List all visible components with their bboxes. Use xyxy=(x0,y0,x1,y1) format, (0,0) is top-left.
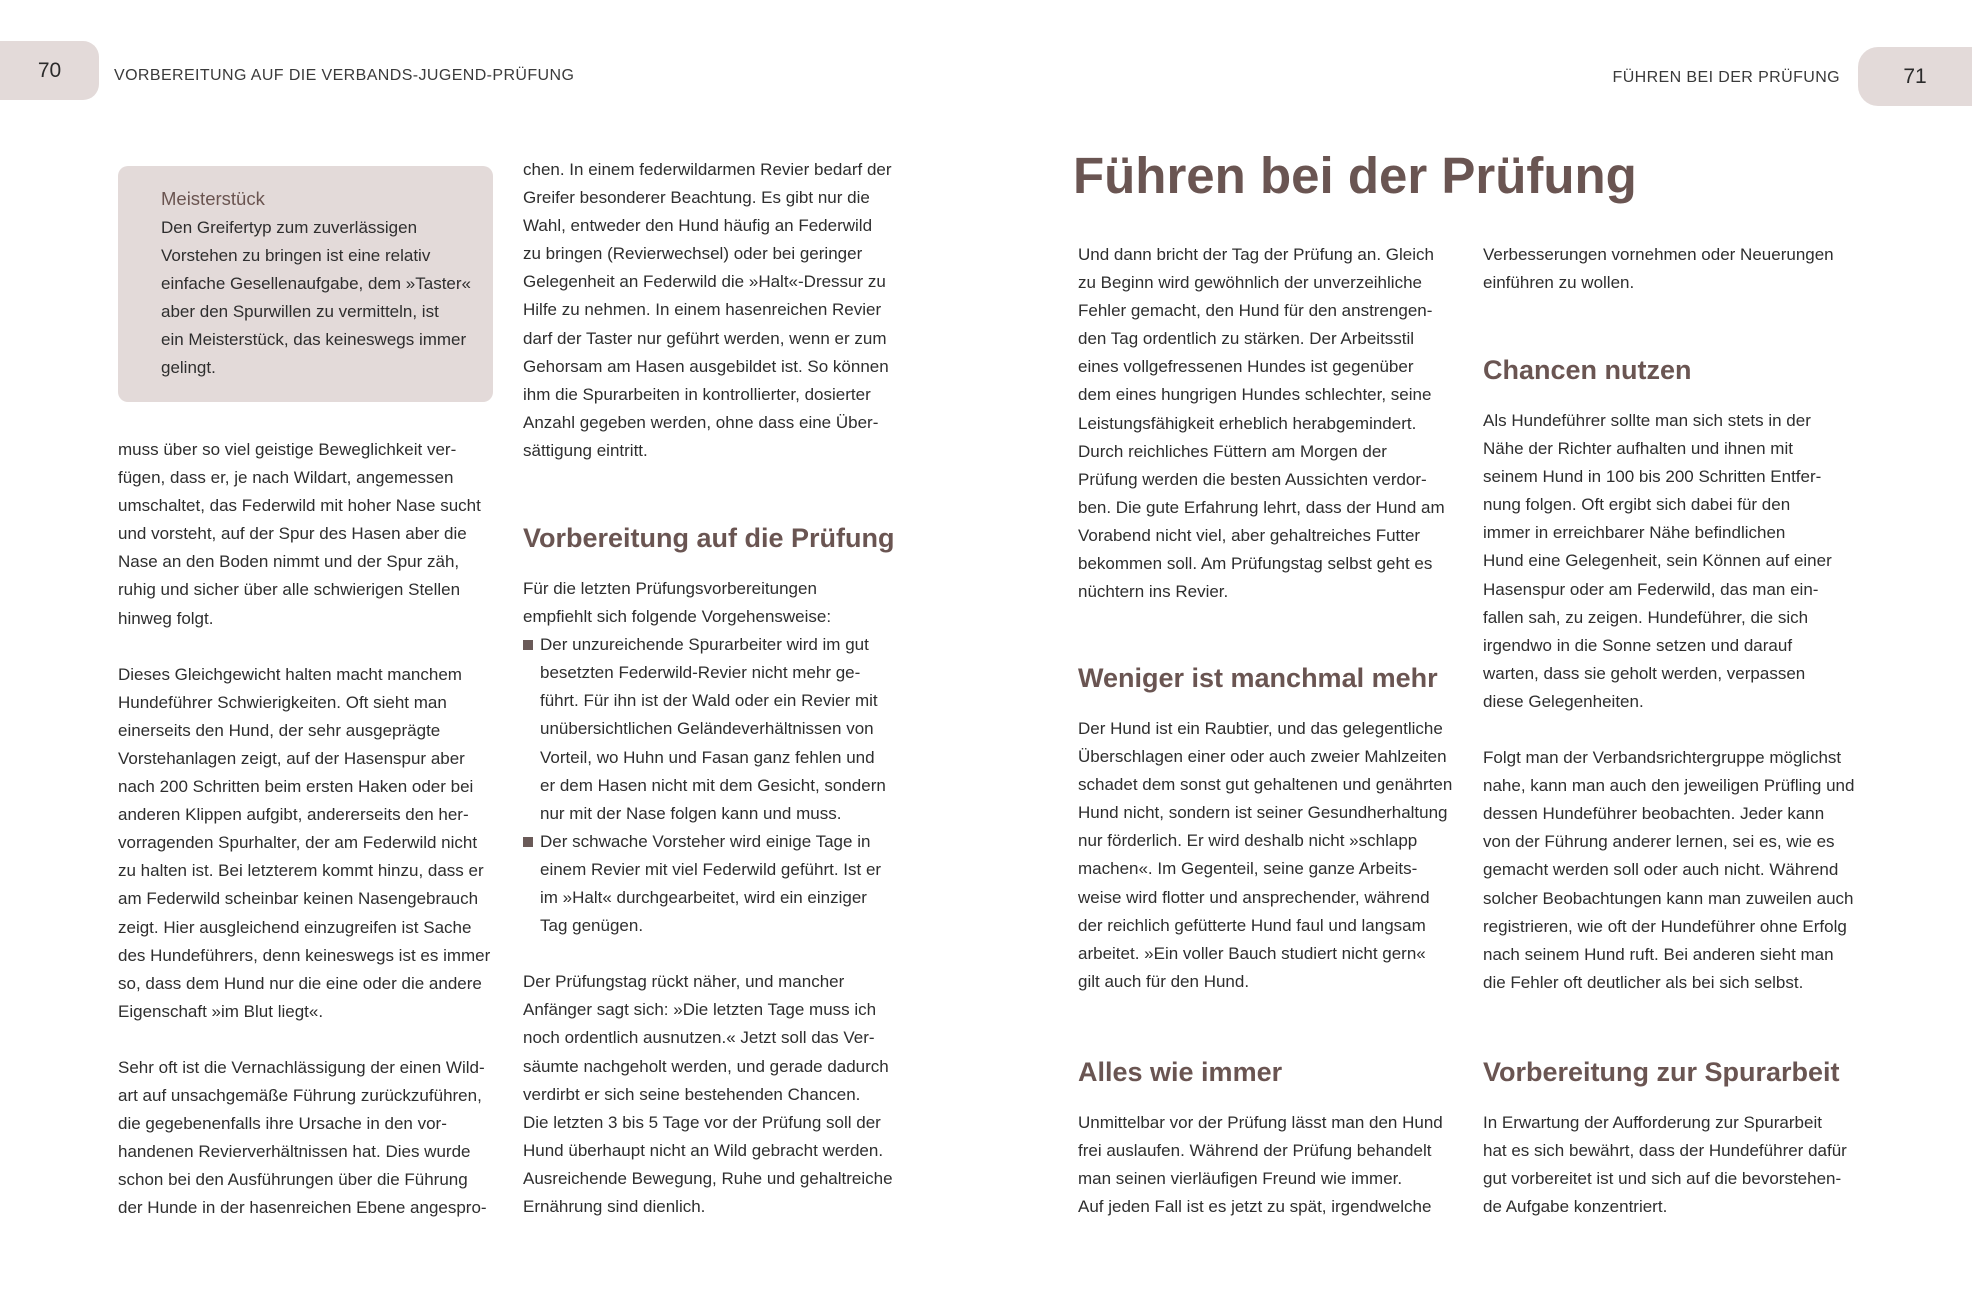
section-weniger xyxy=(1078,661,1456,996)
section-spurarbeit xyxy=(1483,1055,1861,1221)
meisterstueck-boxout xyxy=(118,166,493,402)
bullet-item xyxy=(523,631,901,828)
section-heading-alles: Alles wie immer xyxy=(1078,1057,1283,1087)
bullet-text: Der schwache Vorsteher wird einige Tage in einem Revier mit viel Federwild geführt. Ist er im »Halt« durchgearbeitet, wird ein einziger Tag genügen. xyxy=(540,831,882,936)
left-column-1 xyxy=(118,436,496,1222)
chapter-title: Führen bei der Prüfung xyxy=(1073,147,1637,204)
body-paragraph: Dieses Gleichgewicht halten macht manchem Hundeführer Schwierigkeiten. Oft sieht man einerseits den Hund, der sehr ausgeprägte Vorstehanlagen zeigt, auf der Hasenspur aber nach 200 Schritten beim ersten Haken oder bei anderen Klippen aufgibt, andererseits den her- vorragenden Spurhalter, der am Federwild nicht zu halten ist. Bei letzterem kommt hinzu, dass er am Federwild scheinbar keinen Nasengebrauch zeigt. Hier ausgleichend einzugreifen ist Sache des Hundeführers, denn keineswegs ist es immer so, dass dem Hund nur die eine oder die andere Eigenschaft »im Blut liegt«. xyxy=(118,664,491,1021)
section-heading-spurarbeit: Vorbereitung zur Spurarbeit xyxy=(1483,1057,1840,1087)
body-paragraph: Für die letzten Prüfungsvorbereitungen empfiehlt sich folgende Vorgehensweise: xyxy=(523,579,832,627)
body-paragraph: muss über so viel geistige Beweglichkeit ver- fügen, dass er, je nach Wildart, angemessen umschaltet, das Federwild mit hoher Nase sucht und vorsteht, auf der Spur des Hasen aber die Nase an den Boden nimmt und der Spur zäh, ruhig und sicher über alle schwierigen Stellen hinweg folgt. xyxy=(118,440,481,628)
boxout-text: Den Greifertyp zum zuverlässigen Vorstehen zu bringen ist eine relativ einfache Gesellenaufgabe, dem »Taster« aber den Spurwillen zu vermitteln, ist ein Meisterstück, das keineswegs immer gelingt. xyxy=(161,218,471,377)
body-paragraph: Der Prüfungstag rückt näher, und mancher Anfänger sagt sich: »Die letzten Tage muss ich noch ordentlich ausnutzen.« Jetzt soll das Ver- säumte nachgeholt werden, und gerade dadurch verdirbt er sich seine bestehenden Chancen. Die letzten 3 bis 5 Tage vor der Prüfung soll der Hund überhaupt nicht an Wild gebracht werden. Ausreichende Bewegung, Ruhe und gehaltreiche Ernährung sind dienlich. xyxy=(523,972,893,1216)
body-paragraph: Als Hundeführer sollte man sich stets in der Nähe der Richter aufhalten und ihnen mit seinem Hund in 100 bis 200 Schritten Entfer- nung folgen. Oft ergibt sich dabei für den immer in erreichbarer Nähe befindlichen Hund eine Gelegenheit, sein Können auf einer Hasenspur oder am Federwild, das man ein- fallen sah, zu zeigen. Hundeführer, die sich irgendwo in die Sonne setzen und darauf warten, dass sie geholt werden, verpassen diese Gelegenheiten. xyxy=(1483,411,1832,711)
right-column-1 xyxy=(1078,241,1456,606)
body-paragraph: Der Hund ist ein Raubtier, und das gelegentliche Überschlagen einer oder auch zweier Mahlzeiten schadet dem sonst gut gehaltenen und genährten Hund nicht, sondern ist seiner Gesundherhaltung nur förderlich. Er wird deshalb nicht »schlapp machen«. Im Gegenteil, seine ganze Arbeits- weise wird flotter und ansprechender, während der reichlich gefütterte Hund faul und langsam arbeitet. »Ein voller Bauch studiert nicht gern« gilt auch für den Hund. xyxy=(1078,719,1453,991)
body-paragraph: Sehr oft ist die Vernachlässigung der einen Wild- art auf unsachgemäße Führung zurückzuführen, die gegebenenfalls ihre Ursache in den vor- handenen Revierverhältnissen hat. Dies wurde schon bei den Ausführungen über die Führung der Hunde in der hasenreichen Ebene angespro- xyxy=(118,1057,487,1218)
body-paragraph: Und dann bricht der Tag der Prüfung an. Gleich zu Beginn wird gewöhnlich der unverzeihliche Fehler gemacht, den Hund für den anstrengen- den Tag ordentlich zu stärken. Der Arbeitsstil eines vollgefressenen Hundes ist gegenüber dem eines hungrigen Hundes schlechter, seine Leistungsfähigkeit erheblich herabgemindert. Durch reichliches Füttern am Morgen der Prüfung werden die besten Aussichten verdor- ben. Die gute Erfahrung lehrt, dass der Hund am Vorabend nicht viel, aber gehaltreiches Futter bekommen soll. Am Prüfungstag selbst geht es nüchtern ins Revier. xyxy=(1078,245,1445,602)
body-paragraph: In Erwartung der Aufforderung zur Spurarbeit hat es sich bewährt, dass der Hundeführer dafür gut vorbereitet ist und sich auf die bevorstehen- de Aufgabe konzentriert. xyxy=(1483,1113,1847,1217)
bullet-square-icon xyxy=(523,837,533,847)
section-chancen xyxy=(1483,353,1861,997)
body-paragraph: Unmittelbar vor der Prüfung lässt man den Hund frei auslaufen. Während der Prüfung behandelt man seinen vierläufigen Freund wie immer. Auf jeden Fall ist es jetzt zu spät, irgendwelche xyxy=(1078,1113,1443,1217)
section-alles xyxy=(1078,1055,1456,1221)
section-heading-vorbereitung-pruefung: Vorbereitung auf die Prüfung xyxy=(523,523,895,553)
running-head-left: VORBEREITUNG AUF DIE VERBANDS-JUGEND-PRÜFUNG xyxy=(114,67,575,84)
body-paragraph: Verbesserungen vornehmen oder Neuerungen einführen zu wollen. xyxy=(1483,245,1834,293)
page-number-right xyxy=(1858,47,1972,106)
section-heading-weniger: Weniger ist manchmal mehr xyxy=(1078,663,1438,693)
body-paragraph: Folgt man der Verbandsrichtergruppe möglichst nahe, kann man auch den jeweiligen Prüfling und dessen Hundeführer beobachten. Jeder kann von der Führung anderer lernen, sei es, wie es gemacht werden soll oder auch nicht. Während solcher Beobachtungen kann man zuweilen auch registrieren, wie oft der Hundeführer ohne Erfolg nach seinem Hund ruft. Bei anderen sieht man die Fehler oft deutlicher als bei sich selbst. xyxy=(1483,748,1855,992)
bullet-text: Der unzureichende Spurarbeiter wird im gut besetzten Federwild-Revier nicht mehr ge- führt. Für ihn ist der Wald oder ein Revier mit unübersichtlichen Geländeverhältnissen von Vorteil, wo Huhn und Fasan ganz fehlen und er dem Hasen nicht mit dem Gesicht, sondern nur mit der Nase folgen kann und muss. xyxy=(540,635,886,823)
bullet-list xyxy=(523,631,901,940)
right-column-2 xyxy=(1483,241,1861,297)
boxout-title: Meisterstück xyxy=(161,188,265,209)
page-number-left xyxy=(0,41,99,100)
section-heading-chancen: Chancen nutzen xyxy=(1483,355,1692,385)
page-number-left-text: 70 xyxy=(37,58,62,82)
bullet-square-icon xyxy=(523,640,533,650)
left-column-2 xyxy=(523,156,901,465)
page-number-right-text: 71 xyxy=(1903,64,1927,88)
body-paragraph: chen. In einem federwildarmen Revier bedarf der Greifer besonderer Beachtung. Es gibt nur die Wahl, entweder den Hund häufig an Federwild zu bringen (Revierwechsel) oder bei geringer Gelegenheit an Federwild die »Halt«-Dressur zu Hilfe zu nehmen. In einem hasenreichen Revier darf der Taster nur geführt werden, wenn er zum Gehorsam am Hasen ausgebildet ist. So können ihm die Spurarbeiten in kontrollierter, dosierter Anzahl gegeben werden, ohne dass eine Über- sättigung eintritt. xyxy=(523,160,892,460)
running-head-right: FÜHREN BEI DER PRÜFUNG xyxy=(1612,69,1840,86)
bullet-item xyxy=(523,828,901,940)
left-column-2-section xyxy=(523,521,901,1221)
